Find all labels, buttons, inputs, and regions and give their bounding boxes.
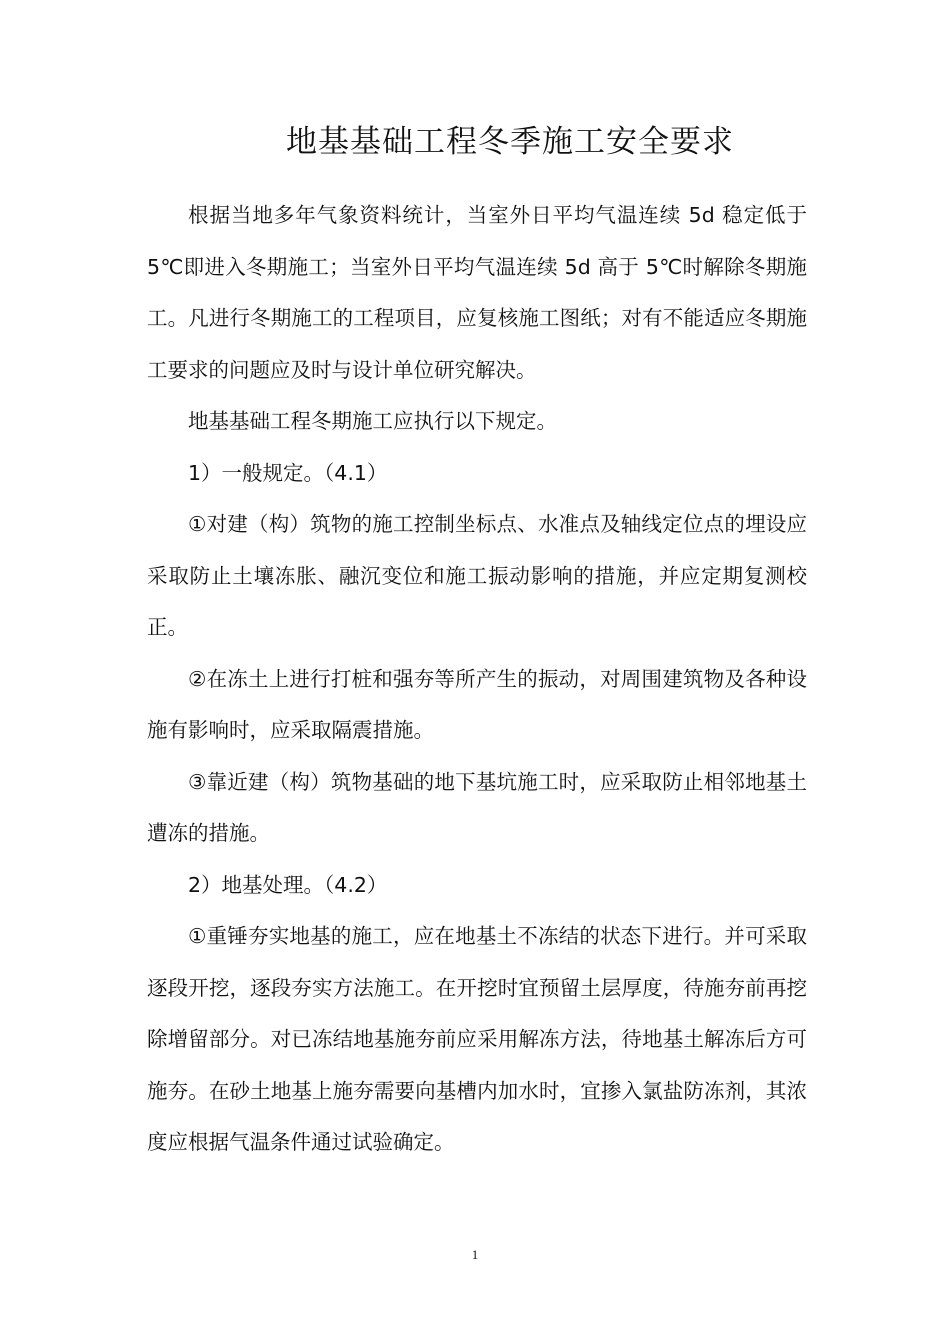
- paragraph-general-1: ①对建（构）筑物的施工控制坐标点、水准点及轴线定位点的埋设应采取防止土壤冻胀、融沉变位和施工振动影响的措施，并应定期复测校正。: [147, 512, 807, 639]
- paragraph-rules-intro: 地基基础工程冬期施工应执行以下规定。: [188, 409, 557, 433]
- paragraph-general-2: ②在冻土上进行打桩和强夯等所产生的振动，对周围建筑物及各种设施有影响时，应采取隔震措施。: [147, 666, 807, 742]
- document-title: 地基基础工程冬季施工安全要求: [286, 124, 734, 160]
- paragraph-general-3: ③靠近建（构）筑物基础的地下基坑施工时，应采取防止相邻地基土遭冻的措施。: [147, 769, 807, 845]
- section-heading-general: 1）一般规定。（4.1）: [188, 460, 388, 485]
- section-heading-foundation: 2）地基处理。（4.2）: [188, 872, 388, 897]
- paragraph-intro: 根据当地多年气象资料统计，当室外日平均气温连续 5d 稳定低于 5℃即进入冬期施工；当室外日平均气温连续 5d 高于 5℃时解除冬期施工。凡进行冬期施工的工程项目，应复核施工图纸；对有不能适应冬期施工要求的问题应及时与设计单位研究解决。: [147, 203, 807, 382]
- document-body: [147, 190, 807, 1169]
- page-number: 1: [471, 1247, 479, 1262]
- paragraph-foundation-1: ①重锤夯实地基的施工，应在地基土不冻结的状态下进行。并可采取逐段开挖，逐段夯实方法施工。在开挖时宜预留土层厚度，待施夯前再挖除增留部分。对已冻结地基施夯前应采用解冻方法，待地基土解冻后方可施夯。在砂土地基上施夯需要向基槽内加水时，宜掺入氯盐防冻剂，其浓度应根据气温条件通过试验确定。: [147, 924, 807, 1154]
